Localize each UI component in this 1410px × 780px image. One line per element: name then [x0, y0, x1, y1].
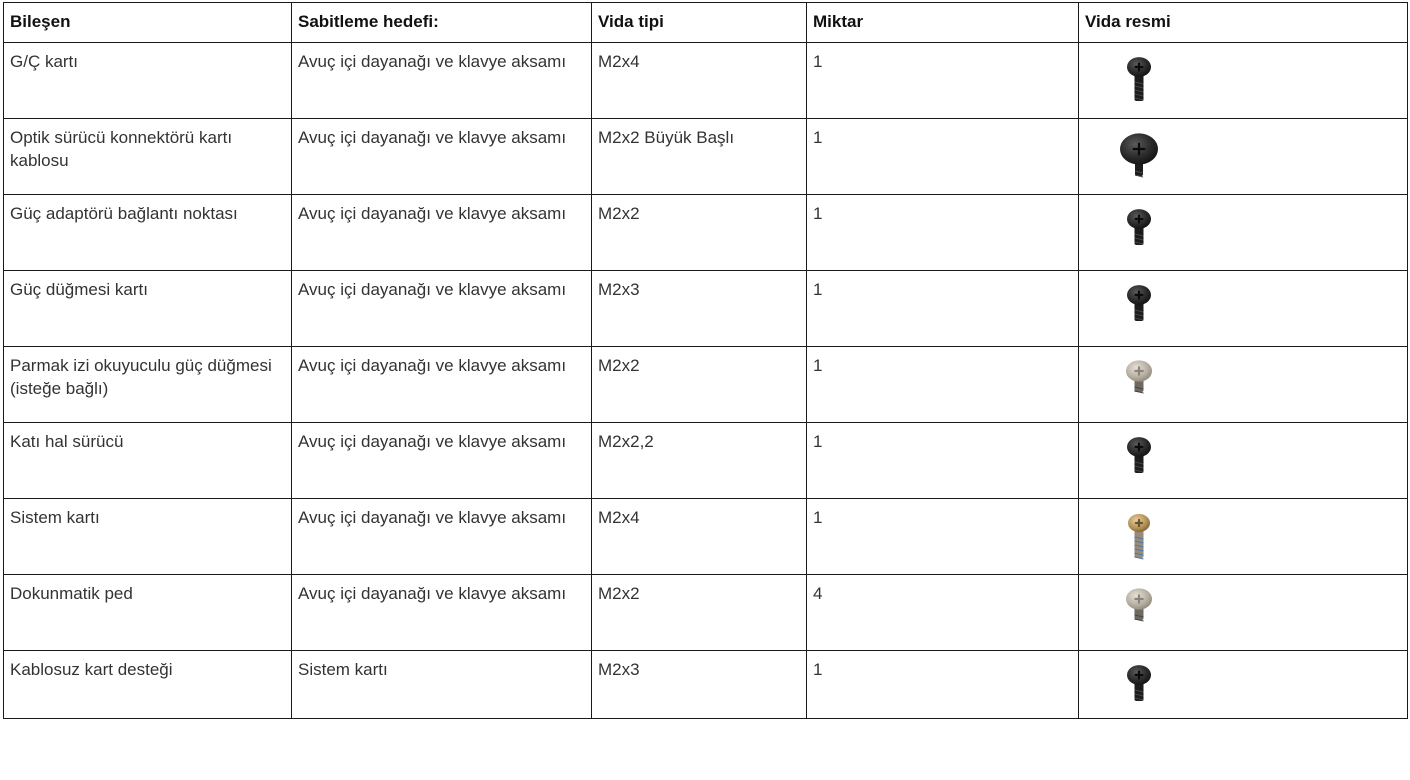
screw-icon: [1113, 281, 1165, 333]
cell-component: Sistem kartı: [4, 499, 292, 575]
table-header-row: [4, 3, 1408, 43]
table-row: [4, 499, 1408, 575]
cell-screw-image: [1079, 347, 1408, 423]
cell-screw-image: [1079, 271, 1408, 347]
cell-screw-image: [1079, 195, 1408, 271]
cell-screw-type: M2x4: [592, 499, 807, 575]
cell-component: Güç adaptörü bağlantı noktası: [4, 195, 292, 271]
cell-screw-type: M2x3: [592, 651, 807, 719]
screw-list-table: [3, 2, 1408, 719]
screw-icon: [1113, 585, 1165, 637]
cell-target: Avuç içi dayanağı ve klavye aksamı: [292, 423, 592, 499]
cell-component: Katı hal sürücü: [4, 423, 292, 499]
cell-screw-image: [1079, 43, 1408, 119]
cell-quantity: 1: [807, 347, 1079, 423]
cell-target: Avuç içi dayanağı ve klavye aksamı: [292, 347, 592, 423]
cell-quantity: 1: [807, 651, 1079, 719]
screw-icon: [1113, 509, 1165, 561]
cell-screw-type: M2x2,2: [592, 423, 807, 499]
table-row: [4, 423, 1408, 499]
cell-screw-image: [1079, 119, 1408, 195]
cell-screw-image: [1079, 651, 1408, 719]
table-row: [4, 271, 1408, 347]
cell-target: Avuç içi dayanağı ve klavye aksamı: [292, 195, 592, 271]
cell-screw-image: [1079, 499, 1408, 575]
cell-component: Kablosuz kart desteği: [4, 651, 292, 719]
header-component: Bileşen: [4, 3, 292, 43]
cell-component: Güç düğmesi kartı: [4, 271, 292, 347]
cell-component: G/Ç kartı: [4, 43, 292, 119]
header-screw-type: Vida tipi: [592, 3, 807, 43]
screw-icon: [1113, 129, 1165, 181]
cell-component: Optik sürücü konnektörü kartı kablosu: [4, 119, 292, 195]
cell-component: Dokunmatik ped: [4, 575, 292, 651]
screw-icon: [1113, 53, 1165, 105]
cell-screw-image: [1079, 423, 1408, 499]
cell-quantity: 1: [807, 195, 1079, 271]
screw-icon: [1113, 357, 1165, 409]
cell-target: Sistem kartı: [292, 651, 592, 719]
cell-quantity: 1: [807, 271, 1079, 347]
cell-target: Avuç içi dayanağı ve klavye aksamı: [292, 499, 592, 575]
cell-screw-type: M2x2: [592, 575, 807, 651]
cell-screw-type: M2x2 Büyük Başlı: [592, 119, 807, 195]
cell-screw-type: M2x3: [592, 271, 807, 347]
header-screw-image: Vida resmi: [1079, 3, 1408, 43]
cell-screw-type: M2x2: [592, 347, 807, 423]
table-row: [4, 651, 1408, 719]
cell-target: Avuç içi dayanağı ve klavye aksamı: [292, 119, 592, 195]
screw-icon: [1113, 433, 1165, 485]
table-row: [4, 347, 1408, 423]
header-target: Sabitleme hedefi:: [292, 3, 592, 43]
cell-quantity: 1: [807, 119, 1079, 195]
cell-target: Avuç içi dayanağı ve klavye aksamı: [292, 43, 592, 119]
header-quantity: Miktar: [807, 3, 1079, 43]
table-row: [4, 43, 1408, 119]
cell-component: Parmak izi okuyuculu güç düğmesi (isteğe bağlı): [4, 347, 292, 423]
table-row: [4, 119, 1408, 195]
cell-quantity: 1: [807, 43, 1079, 119]
cell-screw-type: M2x4: [592, 43, 807, 119]
screw-icon: [1113, 205, 1165, 257]
cell-quantity: 1: [807, 423, 1079, 499]
table-row: [4, 195, 1408, 271]
cell-screw-image: [1079, 575, 1408, 651]
cell-target: Avuç içi dayanağı ve klavye aksamı: [292, 271, 592, 347]
cell-screw-type: M2x2: [592, 195, 807, 271]
cell-target: Avuç içi dayanağı ve klavye aksamı: [292, 575, 592, 651]
screw-icon: [1113, 661, 1165, 713]
cell-quantity: 4: [807, 575, 1079, 651]
table-row: [4, 575, 1408, 651]
cell-quantity: 1: [807, 499, 1079, 575]
